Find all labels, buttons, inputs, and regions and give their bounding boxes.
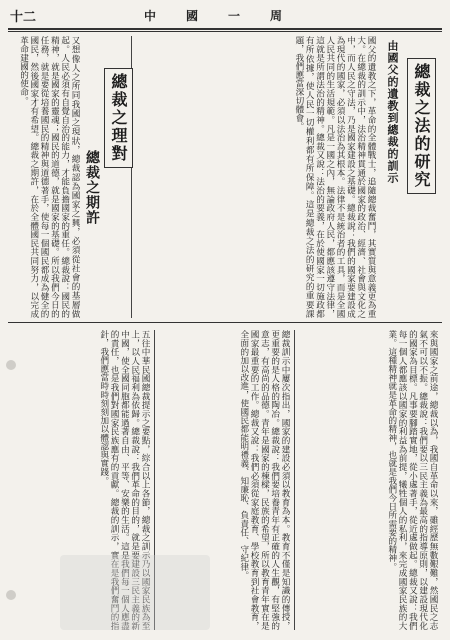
article-body-bottom-left: 五往中華民國總裁提示之要點，綜合以上各節，總裁之訓示乃以國家民族為至上，以人民福利為依歸。總裁說：我們革命的目的，就是要建設三民主義的新中國，使全國同胞都能過著自由、平等、安樂的生活。這是我們每一個人應盡的責任，也是我們對國家民族應有的貢獻。總裁的訓示，實在是我們奮鬥的指針，我們應當時時刻刻加以體認與實踐。 — [98, 330, 150, 630]
punch-hole — [6, 360, 16, 370]
column-divider — [294, 330, 295, 630]
article-subheadline-left: 總裁之期許 — [84, 150, 100, 225]
article-headline-right: 總裁之法的研究 — [407, 58, 436, 194]
article-body-right-top: 國父的遺教之下，革命的全體戰士，追隨總裁奮鬥，其實質與意義更為重大。在總裁的訓示中，法治精神貫通於國家的政治、經濟、社會與文化之中，而人民之守法，乃是國家建設之基礎。總裁說：我們的國家要建設成為現代的國家，必須以法治為其根本。法律不是統治者的工具，而是全國人民共同的生活規範。凡是一國之內，無論政府人民，都應該遵守法律，這就是所謂法治的精神。總裁又說：法治的要義，在於使國家一切施政都有所依據，使人民一切權利都有所保障。這是總裁之法的研究的重要課題，我們應當深切體會。 — [293, 36, 376, 318]
publication-title: 中國一周 — [144, 8, 313, 23]
article-body-bottom-middle: 總裁訓示中屢次指出，國家的建設必須以教育為本。教育不僅是知識的傳授，更重要的是人格的陶冶。總裁說：我們要培養青年有正確的人生觀，有堅強的意志，有高尚的品德。青年是國家的棟樑，民族的希望，所以教育青年實在是國家最重要的工作。總裁又說：我們必須從家庭教育、學校教育到社會教育，全面的加以改進，使國民都能明禮義、知廉恥、負責任、守紀律。 — [238, 330, 290, 630]
article-subheadline-right: 由國父的遺教到總裁的訓示 — [386, 40, 399, 184]
header-rule — [8, 28, 442, 30]
page-number: 十二 — [10, 9, 37, 25]
section-divider — [8, 322, 442, 323]
page-header — [10, 4, 440, 26]
article-headline-left: 總裁之理對 — [104, 68, 133, 168]
article-body-bottom-right: 來與國家之前途，總裁以為，我國自革命以來，雖經歷無數艱難，然國民之志氣不可以不振。總裁說：我們要以三民主義為最高的指導原則，以建設現代化的國家為目標。凡事要腳踏實地，從小處著手，從近處做起。總裁又說：我們每一個人都應該以國家的利益為前提，犧牲個人的私利，來完成國家民族的大業。這種精神就是革命的精神，也就是我們今日所需要的精神。 — [386, 330, 438, 630]
article-body-left-top: 又想像人之所同我國之現狀，總裁認為國家之興，必須從社會的基層做起。人民必須有自覺自治的能力，才能負擔國家的重任。總裁說：國民的精神，就是國家的靈魂；國民的道德，就是國家的基礎。所以我們今日的任務，就是要從培養國民的精神與道德著手，使每一個國民都成為健全的國民，然後國家才有希望。總裁之期許，在於全體國民共同努力，以完成革命建國的使命。 — [18, 36, 80, 318]
header-rule-thin — [8, 31, 442, 32]
faded-stamp — [60, 555, 210, 630]
punch-hole — [6, 590, 16, 600]
